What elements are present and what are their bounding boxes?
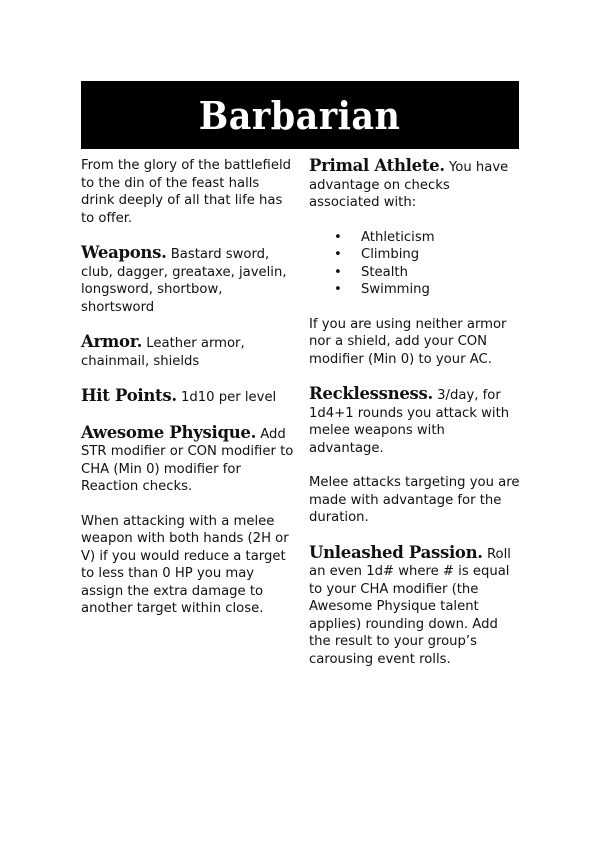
intro-text: From the glory of the battlefield to the din of the feast halls drink deeply of all that life has to offer. (81, 158, 291, 226)
unleashed-passion-text: Roll an even 1d# where # is equal to your CHA modifier (the Awesome Physique talent applies) rounding down. Add the result to your group’s carousing event rolls. (309, 546, 511, 667)
unleashed-passion-heading: Unleashed Passion. (309, 542, 483, 562)
awesome-physique-heading: Awesome Physique. (81, 422, 257, 442)
left-column (81, 157, 295, 635)
list-item: • Climbing (334, 247, 420, 262)
primal-athlete-section (309, 157, 523, 212)
armor-section (81, 333, 295, 370)
hit-points-text: 1d10 per level (181, 390, 277, 405)
primal-athlete-list (309, 229, 523, 299)
armor-text: Leather armor, chainmail, shields (81, 336, 245, 369)
bullet-icon: • (334, 229, 342, 245)
page-title: Barbarian (199, 92, 401, 138)
hit-points-section (81, 387, 295, 407)
recklessness-text-2: Melee attacks targeting you are made with advantage for the duration. (309, 475, 520, 525)
unleashed-passion-section (309, 544, 523, 669)
list-item: • Athleticism (334, 229, 435, 245)
recklessness-text: 3/day, for 1d4+1 rounds you attack with melee weapons with advantage. (309, 388, 510, 456)
list-item: • Stealth (334, 264, 408, 280)
weapons-text: Bastard sword, club, dagger, greataxe, javelin, longsword, shortbow, shortsword (81, 247, 287, 315)
recklessness-section (309, 385, 523, 457)
primal-athlete-text-2: If you are using neither armor nor a shield, add your CON modifier (Min 0) to your AC. (309, 316, 507, 367)
right-column (309, 157, 523, 685)
awesome-physique-text-2: When attacking with a melee weapon with both hands (2H or V) if you would reduce a target to less than 0 HP you may assign the extra damage to another target within close. (81, 513, 289, 616)
bullet-icon: • (334, 282, 342, 297)
bullet-icon: • (334, 247, 342, 262)
bullet-icon: • (334, 264, 342, 280)
list-item: • Swimming (334, 282, 430, 297)
awesome-physique-section (81, 424, 295, 496)
weapons-section (81, 244, 295, 316)
title-banner (81, 81, 519, 149)
hit-points-heading: Hit Points. (81, 386, 177, 405)
awesome-physique-text: Add STR modifier or CON modifier to CHA (Min 0) modifier for Reaction checks. (81, 426, 294, 494)
armor-heading: Armor. (81, 332, 143, 351)
primal-athlete-heading: Primal Athlete. (309, 156, 445, 175)
primal-athlete-text: You have advantage on checks associated with: (309, 160, 509, 210)
recklessness-heading: Recklessness. (309, 384, 433, 403)
weapons-heading: Weapons. (81, 243, 167, 262)
